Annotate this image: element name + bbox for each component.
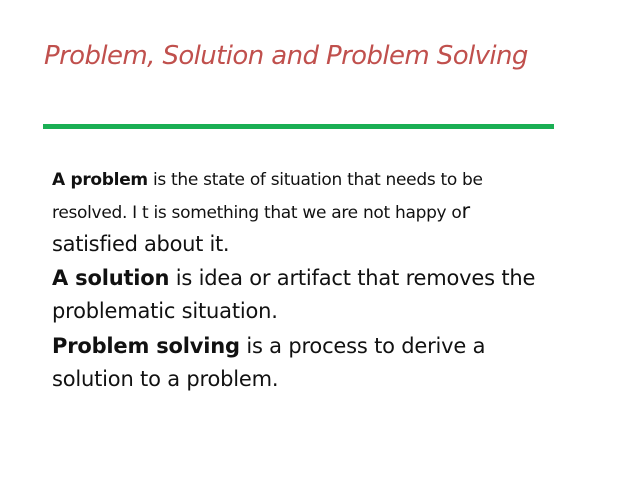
paragraph-solution-line-2: problematic situation.: [52, 299, 278, 323]
paragraph-problem: [52, 165, 612, 260]
term-problem-solving: Problem solving: [52, 334, 240, 358]
paragraph-problem-line-3: satisfied about it.: [52, 232, 230, 256]
slide-body: [52, 165, 612, 396]
problem-definition-part-1: is the state of situation that needs to be: [147, 170, 483, 190]
term-problem: A problem: [52, 170, 148, 190]
title-underline: [43, 124, 554, 129]
paragraph-problem-line-2: [52, 196, 612, 229]
solution-definition-part-1: is idea or artifact that removes the: [169, 266, 536, 290]
paragraph-problem-line-1: [52, 165, 612, 196]
problem-definition-part-2-end: r: [461, 199, 470, 223]
term-solution: A solution: [52, 266, 170, 290]
problem-definition-part-2: resolved. I t is something that we are not happy o: [52, 203, 462, 223]
paragraph-problem-solving-line-1: [52, 330, 612, 363]
paragraph-solution: [52, 262, 612, 328]
paragraph-problem-solving-line-2: solution to a problem.: [52, 367, 279, 391]
paragraph-solution-line-1: [52, 262, 612, 295]
slide-title: Problem, Solution and Problem Solving: [44, 41, 528, 71]
problem-solving-definition-part-1: is a process to derive a: [239, 334, 486, 358]
paragraph-problem-solving: [52, 330, 612, 396]
